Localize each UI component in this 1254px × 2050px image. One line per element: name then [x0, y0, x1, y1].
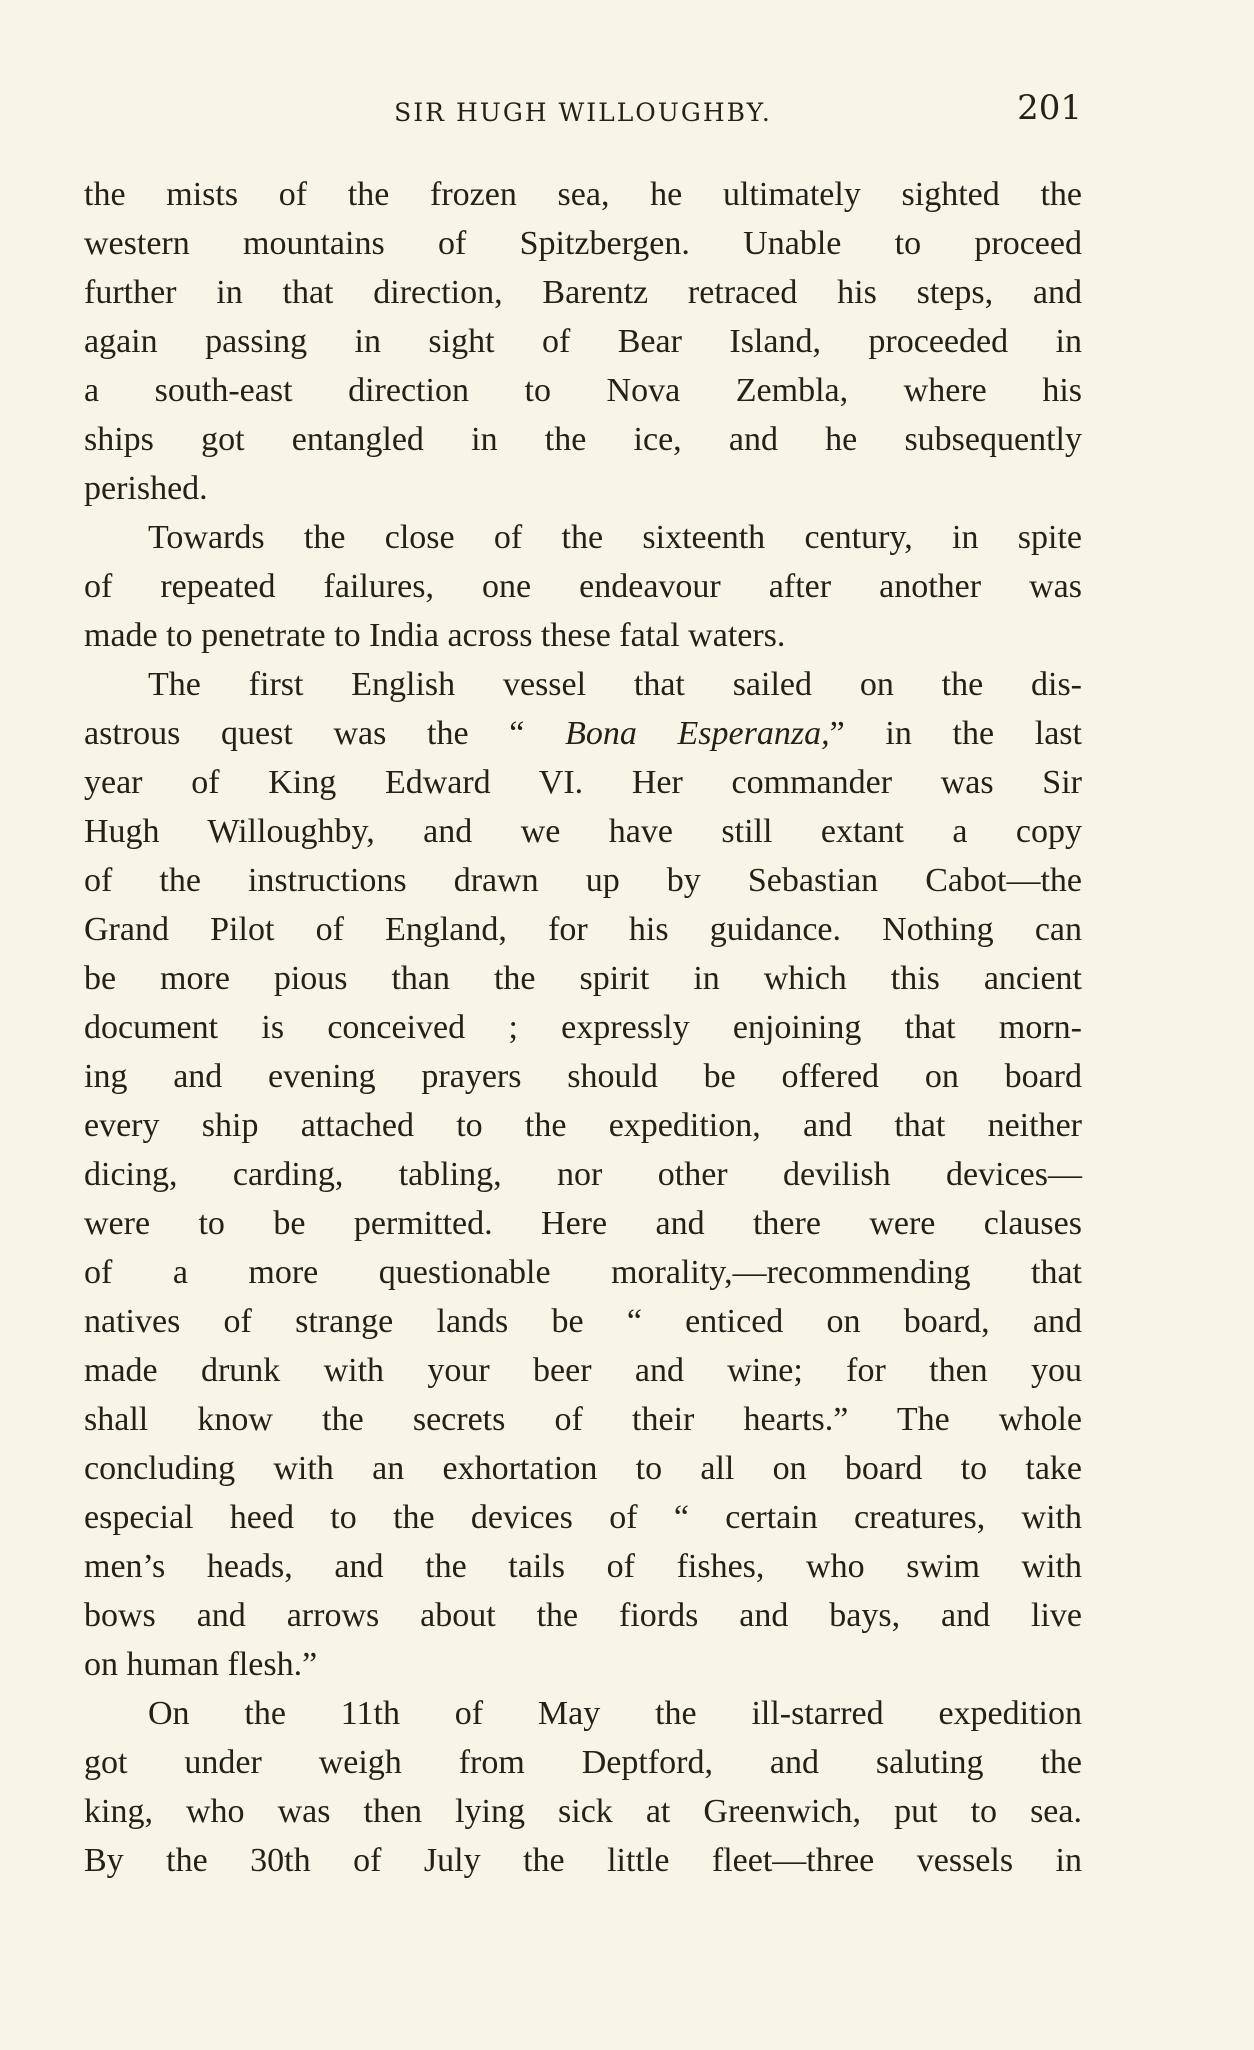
- text-line: made to penetrate to India across these fatal waters.: [84, 617, 786, 654]
- running-head: [84, 88, 1082, 136]
- text-line: were to be permitted. Here and there were clauses: [84, 1205, 1082, 1242]
- text-line: got under weigh from Deptford, and saluting the: [84, 1744, 1082, 1781]
- text-line: On the 11th of May the ill-starred expedition: [148, 1695, 1082, 1732]
- body-text: [84, 170, 1082, 1885]
- text-line: The first English vessel that sailed on the dis-: [148, 666, 1082, 703]
- text-line: further in that direction, Barentz retraced his steps, and: [84, 274, 1082, 311]
- text-line: king, who was then lying sick at Greenwich, put to sea.: [84, 1793, 1082, 1830]
- text-line: made drunk with your beer and wine; for then you: [84, 1352, 1082, 1389]
- text-line-with-italic-ship-name: [84, 709, 1082, 758]
- text-line: bows and arrows about the fiords and bays, and live: [84, 1597, 1082, 1634]
- text-line: Grand Pilot of England, for his guidance. Nothing can: [84, 911, 1082, 948]
- text-line: especial heed to the devices of “ certain creatures, with: [84, 1499, 1082, 1536]
- text-line: of repeated failures, one endeavour after another was: [84, 568, 1082, 605]
- text-line: Towards the close of the sixteenth century, in spite: [148, 519, 1082, 556]
- ship-name: Bona Esperanza,: [565, 715, 830, 752]
- text-line: of a more questionable morality,—recommending that: [84, 1254, 1082, 1291]
- text-line: dicing, carding, tabling, nor other devilish devices—: [84, 1156, 1082, 1193]
- text-line: ships got entangled in the ice, and he subsequently: [84, 421, 1082, 458]
- text-line: By the 30th of July the little fleet—three vessels in: [84, 1842, 1082, 1879]
- text-line: perished.: [84, 470, 208, 507]
- text-line: men’s heads, and the tails of fishes, who swim with: [84, 1548, 1082, 1585]
- text-line: concluding with an exhortation to all on board to take: [84, 1450, 1082, 1487]
- text-line: on human flesh.”: [84, 1646, 318, 1683]
- text-line: a south-east direction to Nova Zembla, where his: [84, 372, 1082, 409]
- text-line: be more pious than the spirit in which this ancient: [84, 960, 1082, 997]
- page-number: 201: [1017, 88, 1082, 128]
- text-line: the mists of the frozen sea, he ultimately sighted the: [84, 176, 1082, 213]
- text-line: again passing in sight of Bear Island, proceeded in: [84, 323, 1082, 360]
- text-line: shall know the secrets of their hearts.” The whole: [84, 1401, 1082, 1438]
- text-fragment: ” in the last: [829, 715, 1082, 752]
- text-line: year of King Edward VI. Her commander was Sir: [84, 764, 1082, 801]
- text-line: of the instructions drawn up by Sebastian Cabot—the: [84, 862, 1082, 899]
- text-fragment: astrous quest was the “: [84, 715, 566, 752]
- text-line: every ship attached to the expedition, and that neither: [84, 1107, 1082, 1144]
- text-line: document is conceived ; expressly enjoining that morn-: [84, 1009, 1082, 1046]
- running-title: SIR HUGH WILLOUGHBY.: [394, 98, 772, 127]
- text-line: ing and evening prayers should be offered on board: [84, 1058, 1082, 1095]
- text-line: Hugh Willoughby, and we have still extant a copy: [84, 813, 1082, 850]
- text-line: natives of strange lands be “ enticed on board, and: [84, 1303, 1082, 1340]
- text-line: western mountains of Spitzbergen. Unable to proceed: [84, 225, 1082, 262]
